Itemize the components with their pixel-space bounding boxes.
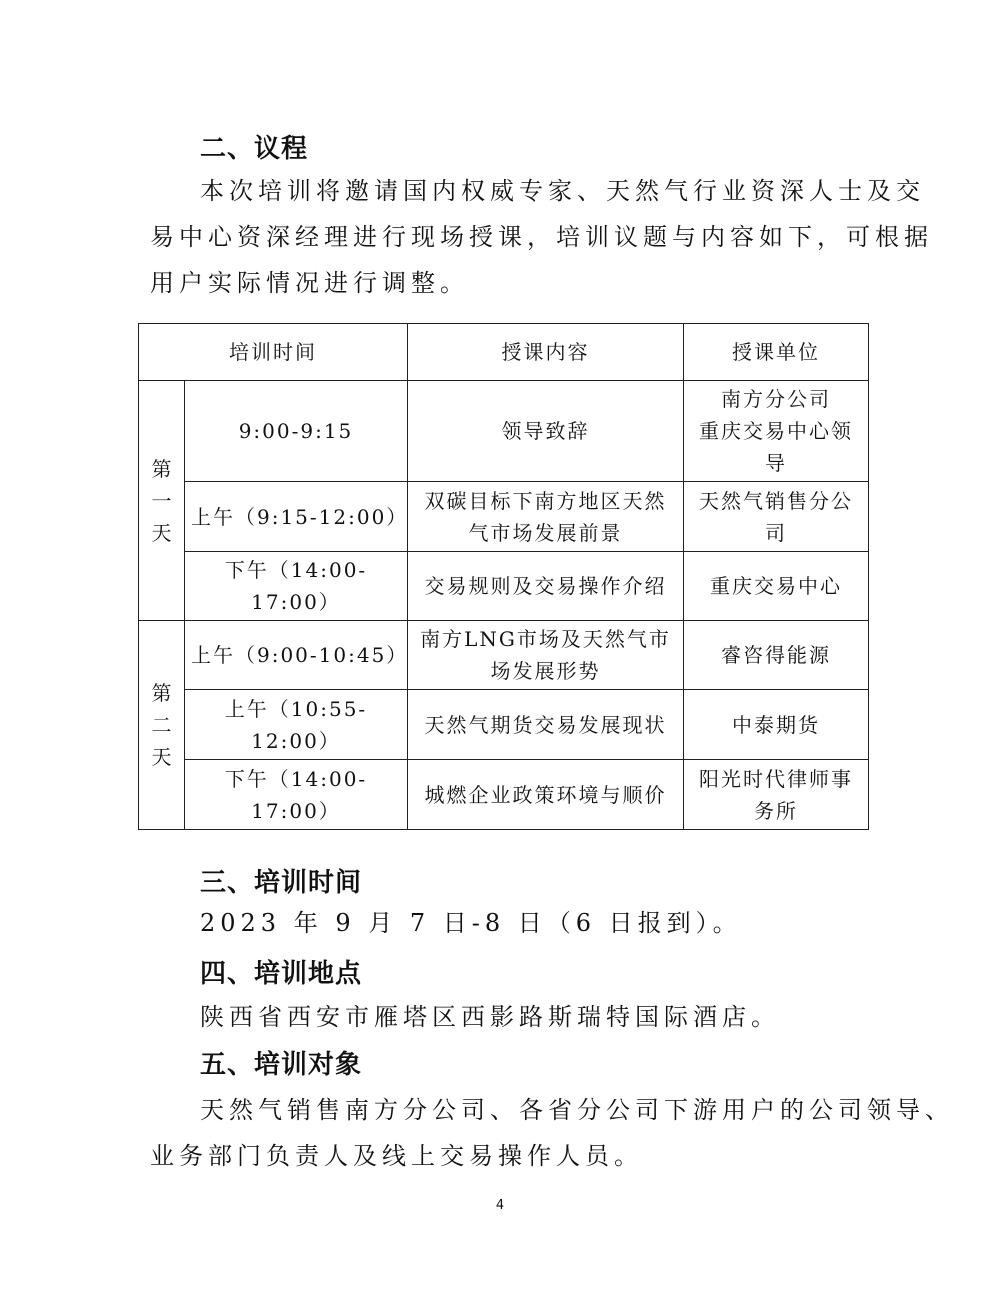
row-content: 双碳目标下南方地区天然气市场发展前景 (408, 482, 684, 552)
section-4-text: 陕西省西安市雁塔区西影路斯瑞特国际酒店。 (200, 1003, 780, 1031)
table-header-row (139, 324, 869, 381)
section-4-heading: 四、培训地点 (200, 959, 363, 989)
row-time: 上午（10:55-12:00） (185, 690, 408, 760)
table-row (139, 552, 869, 621)
row-time: 9:00-9:15 (185, 381, 408, 482)
row-unit: 重庆交易中心 (684, 552, 869, 621)
table-row (139, 621, 869, 690)
row-unit: 阳光时代律师事务所 (684, 760, 869, 830)
section-2-line-3: 用户实际情况进行调整。 (150, 269, 469, 297)
row-time: 上午（9:00-10:45） (185, 621, 408, 690)
table-row (139, 690, 869, 760)
table-row (139, 760, 869, 830)
section-5-line-2: 业务部门负责人及线上交易操作人员。 (150, 1142, 643, 1170)
row-content: 交易规则及交易操作介绍 (408, 552, 684, 621)
row-content: 城燃企业政策环境与顺价 (408, 760, 684, 830)
section-2-line-2: 易中心资深经理进行现场授课，培训议题与内容如下，可根据 (150, 223, 933, 251)
page-number: 4 (495, 1198, 505, 1213)
table-row (139, 381, 869, 482)
header-unit: 授课单位 (684, 324, 869, 381)
row-unit: 睿咨得能源 (684, 621, 869, 690)
row-unit: 南方分公司 重庆交易中心领导 (684, 381, 869, 482)
section-3-text: 2023 年 9 月 7 日-8 日（6 日报到）。 (200, 909, 742, 937)
section-5-line-1: 天然气销售南方分公司、各省分公司下游用户的公司领导、 (200, 1096, 954, 1124)
day-1-label: 第 一 天 (139, 381, 185, 621)
header-time: 培训时间 (139, 324, 408, 381)
row-unit: 天然气销售分公司 (684, 482, 869, 552)
section-5-heading: 五、培训对象 (200, 1050, 363, 1080)
row-content: 天然气期货交易发展现状 (408, 690, 684, 760)
section-3-heading: 三、培训时间 (200, 868, 363, 898)
section-2-line-1: 本次培训将邀请国内权威专家、天然气行业资深人士及交 (200, 177, 925, 205)
row-content: 南方LNG市场及天然气市场发展形势 (408, 621, 684, 690)
row-time: 上午（9:15-12:00） (185, 482, 408, 552)
table-row (139, 482, 869, 552)
day-2-label: 第 二 天 (139, 621, 185, 830)
section-2-heading: 二、议程 (200, 134, 309, 164)
row-unit: 中泰期货 (684, 690, 869, 760)
row-content: 领导致辞 (408, 381, 684, 482)
agenda-table (138, 323, 869, 830)
row-time: 下午（14:00-17:00） (185, 552, 408, 621)
header-content: 授课内容 (408, 324, 684, 381)
row-time: 下午（14:00-17:00） (185, 760, 408, 830)
